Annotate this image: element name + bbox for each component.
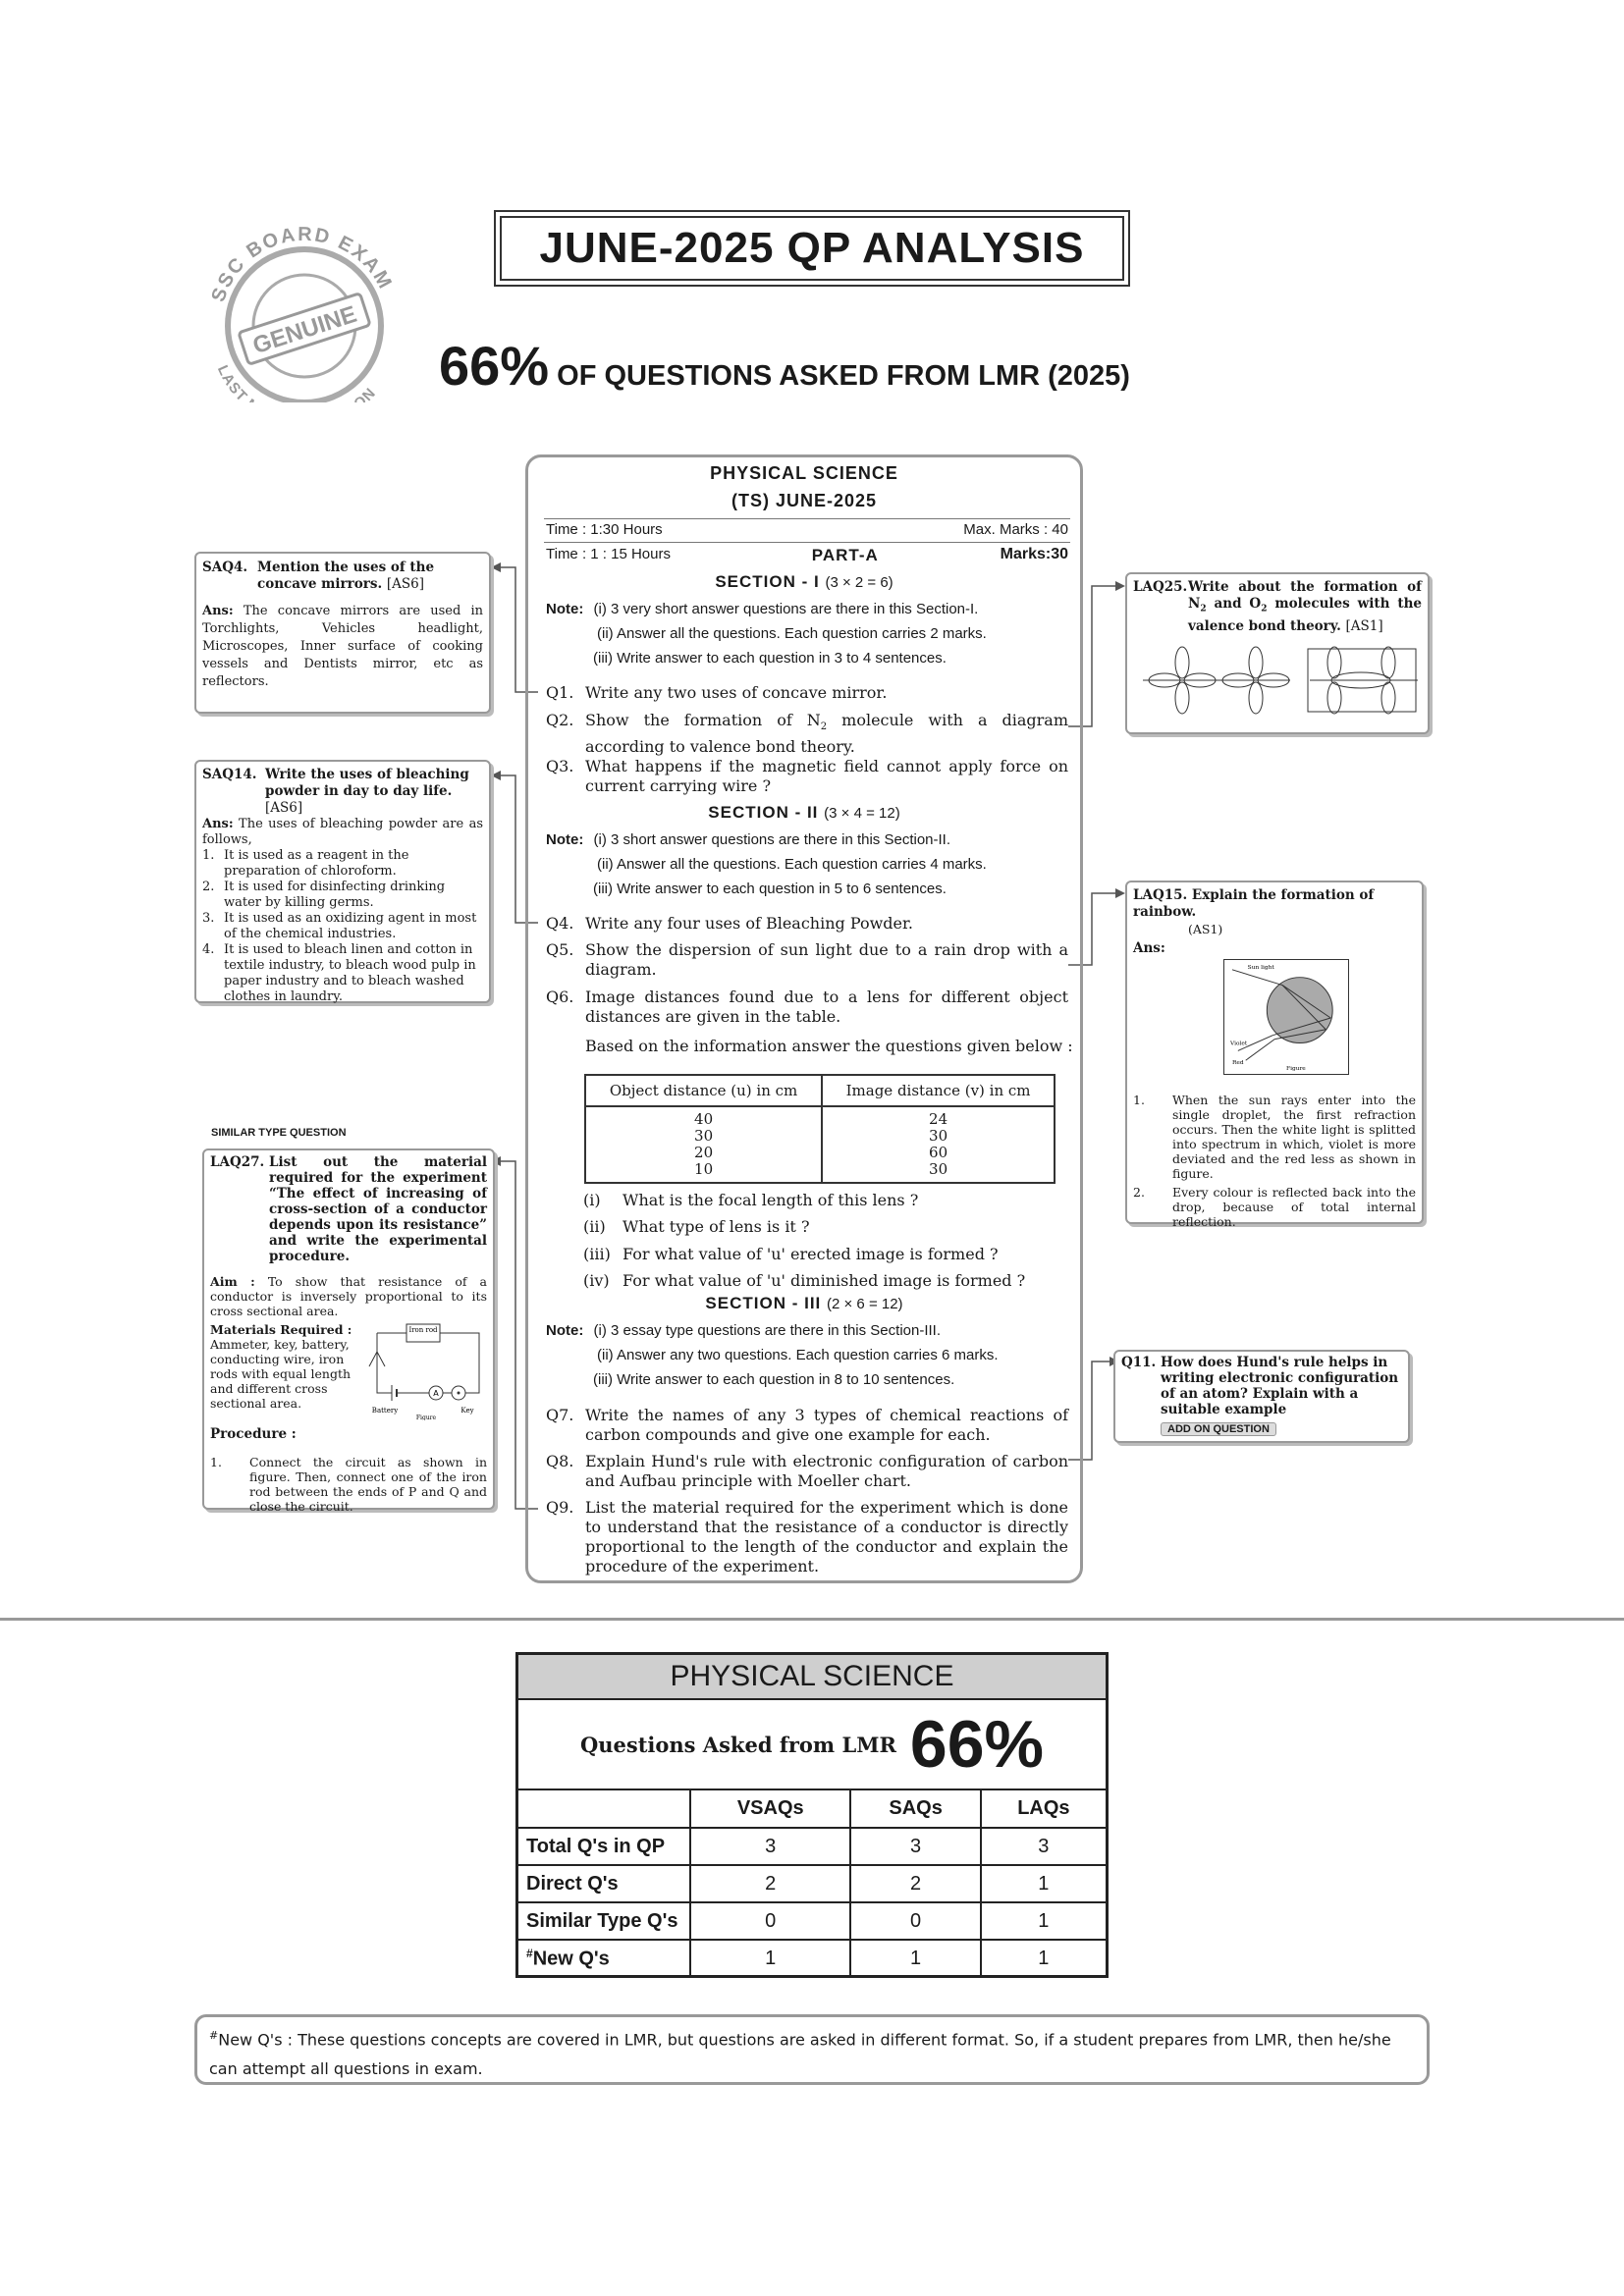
table-col-u: 40 30 20 10 [585,1106,822,1183]
table-header-u: Object distance (u) in cm [585,1075,822,1106]
section-3-heading: SECTION - III (2 × 6 = 12) [705,1294,903,1312]
section-divider [0,1618,1624,1621]
laq15-ans-label: Ans: [1133,940,1165,956]
footnote-marker: # [209,2029,219,2042]
question-q5: Q5. Show the dispersion of sun light due to a rain drop with a diagram. [546,940,1068,979]
question-q8: Q8. Explain Hund's rule with electronic configuration of carbon and Aufbau principle with Moeller chart. [546,1452,1068,1490]
section-2-notes: Note: (i) 3 short answer questions are there in this Section-II. (ii) Answer all the questions. Each question carries 4 marks. (iii) Write answer to each question in 5 to 6 sentences. [546,831,987,897]
laq25-heading: LAQ25. Write about the formation of $N_2$ and $O_2$ molecules with the valence bond theory. [AS1] [1133,579,1422,634]
section-1-notes: Note: (i) 3 very short answer questions are there in this Section-I. (ii) Answer all the questions. Each question carries 2 marks. (iii) Write answer to each question in 3 to 4 sentences. [546,601,987,667]
q6-sub-iv: (iv) For what value of 'u' diminished image is formed ? [583,1271,1026,1290]
list-item: 4. It is used to bleach linen and cotton in textile industry, to bleach wood pulp in paper industry and to bleach washed clothes in laundry. [202,942,476,1004]
summary-lmr-percent: 66% [909,1707,1045,1782]
list-item: 1. When the sun rays enter into the single droplet, the first refraction occurs. Then the white light is splitted into spectrum in which, violet is more deviated and the red less as shown in figure. [1133,1093,1416,1181]
stamp-center-text: GENUINE [249,300,360,360]
svg-text:A: A [433,1389,439,1398]
table-corner [518,1790,690,1828]
section-2-marks: (3 × 4 = 12) [824,805,900,822]
footnote-text: New Q's : These questions concepts are covered in LMR, but questions are asked in different format. So, if a student prepares from LMR, then he/she can attempt all questions in exam. [209,2030,1391,2079]
circuit-diagram [357,1322,487,1420]
summary-subject: PHYSICAL SCIENCE [518,1655,1106,1700]
question-q3: Q3. What happens if the magnetic field cannot apply force on current carrying wire ? [546,757,1068,795]
paper-exam: (TS) JUNE-2025 [731,491,878,510]
headline-percent: 66% [439,335,550,397]
paper-time-row [546,521,1068,538]
section-1-heading: SECTION - I (3 × 2 = 6) [715,572,893,591]
row-label: #New Q's [518,1940,690,1977]
question-q9: Q9. List the material required for the experiment which is done to understand that the resistance of a conductor is directly proportional to the length of the conductor and explain the procedure of the experiment. [546,1498,1068,1575]
laq27-materials: Materials Required : Ammeter, key, battery, conducting wire, iron rods with equal length and different cross sectional area. [210,1322,352,1411]
table-header-v: Image distance (v) in cm [822,1075,1055,1106]
q6-intro: Based on the information answer the questions given below : [585,1037,1073,1055]
svg-text:Red: Red [1231,1060,1244,1067]
section-3-notes: Note: (i) 3 essay type questions are there in this Section-III. (ii) Answer any two questions. Each question carries 6 marks. (iii) Write answer to each question in 8 to 10 sentences. [546,1322,999,1388]
table-row [518,1790,1106,1828]
laq27-materials-row [210,1322,487,1420]
laq27-aim: Aim : To show that resistance of a conductor is inversely proportional to its cross sectional area. [210,1274,487,1318]
question-q2: Q2. Show the formation of $N_2$ molecule with a diagram according to valence bond theory. [546,711,1069,757]
add-on-question-badge: ADD ON QUESTION [1161,1422,1276,1436]
section-1-marks: (3 × 2 = 6) [825,574,893,591]
table-row: Direct Q's 2 2 1 [518,1865,1106,1902]
svg-text:Violet: Violet [1229,1041,1248,1047]
paper-part-marks: Marks:30 [1000,546,1068,562]
q6-sub-iii: (iii) For what value of 'u' erected image is formed ? [583,1245,999,1263]
column-header: SAQs [850,1790,980,1828]
saq4-heading: SAQ4. Mention the uses of the concave mirrors. [AS6] [202,560,435,592]
headline-text: OF QUESTIONS ASKED FROM LMR (2025) [549,360,1130,392]
saq14-heading: SAQ14. Write the uses of bleaching powder in day to day life. [AS6] [202,767,469,816]
note-label: Note: [546,601,584,617]
footnote [194,2014,1430,2085]
q11-heading: Q11. How does Hund's rule helps in writing electronic configuration of an atom? Explain with a suitable example [1121,1355,1399,1417]
paper-part-row [546,546,1068,565]
question-q6: Q6. Image distances found due to a lens for different object distances are given in the table. [546,988,1068,1026]
laq27-box [202,1148,495,1514]
svg-text:Sun light: Sun light [1247,964,1274,971]
orbital-overlap-diagram [1133,641,1424,720]
table-row: Similar Type Q's 0 0 1 [518,1902,1106,1940]
svg-text:Figure: Figure [415,1415,437,1420]
row-label: Direct Q's [518,1865,690,1902]
paper-subject: PHYSICAL SCIENCE [710,463,898,483]
list-item: 2. It is used for disinfecting drinking water by killing germs. [202,880,446,910]
paper-part: PART-A [811,546,879,564]
question-q4: Q4. Write any four uses of Bleaching Powder. [546,914,913,933]
laq25-box [1125,572,1430,734]
column-header: LAQs [981,1790,1106,1828]
summary-lmr-row [518,1700,1106,1790]
list-item: 2. Every colour is reflected back into the drop, because of total internal reflection. [1133,1185,1416,1229]
section-2-heading: SECTION - II (3 × 4 = 12) [708,803,900,822]
summary-lmr-label: Questions Asked from LMR [579,1732,896,1757]
question-q7: Q7. Write the names of any 3 types of chemical reactions of carbon compounds and give one example for each. [546,1406,1068,1444]
saq14-list [202,848,483,1005]
q6-distance-table [584,1074,1056,1184]
svg-text:Key: Key [460,1407,474,1415]
laq15-tag: (AS1) [1188,922,1223,936]
list-item: 3. It is used as an oxidizing agent in most of the chemical industries. [202,911,477,941]
saq4-box [194,552,491,714]
list-item: 1. It is used as a reagent in the preparation of chloroform. [202,848,409,879]
svg-text:Figure: Figure [1286,1066,1306,1073]
saq14-answer-intro: Ans: The uses of bleaching powder are as follows, [202,817,484,847]
summary-table [515,1652,1109,1978]
saq4-answer: Ans: The concave mirrors are used in Torchlights, Vehicles headlight, Microscopes, Inner surface of cooking vessels and Dentists mirror, etc as reflectors. [202,604,483,689]
rainbow-droplet-figure [1223,959,1349,1075]
stamp-top-text: SSC BOARD EXAM [207,223,397,305]
similar-type-label: SIMILAR TYPE QUESTION [211,1127,347,1139]
row-label: Total Q's in QP [518,1828,690,1865]
q6-sub-i: (i) What is the focal length of this lens ? [583,1191,919,1209]
laq27-procedure-label: Procedure : [210,1426,297,1442]
question-paper [525,454,1083,1583]
stamp-bottom-text: LAST ON [213,362,380,402]
q11-box [1113,1350,1410,1443]
paper-max-marks: Max. Marks : 40 [963,521,1068,538]
table-row: Total Q's in QP 3 3 3 [518,1828,1106,1865]
laq15-heading: LAQ15. Explain the formation of rainbow. [1133,887,1375,920]
svg-text:Battery: Battery [371,1407,399,1415]
list-item: 1. Connect the circuit as shown in figure. Then, connect one of the iron rod between the ends of P and Q and close the circuit. [210,1455,487,1514]
question-q1: Q1. Write any two uses of concave mirror. [546,683,888,702]
q6-sub-ii: (ii) What type of lens is it ? [583,1217,810,1236]
summary-stats [518,1790,1106,1977]
laq15-box [1125,881,1424,1229]
row-label: Similar Type Q's [518,1902,690,1940]
section-3-marks: (2 × 6 = 12) [827,1296,903,1312]
paper-time-part: Time : 1 : 15 Hours [546,546,671,562]
saq14-box [194,760,491,1003]
table-row: #New Q's 1 1 1 [518,1940,1106,1977]
laq27-procedure [210,1455,487,1514]
laq27-heading: LAQ27. List out the material required for the experiment “The effect of increasing of cross-section of a conductor depends upon its resistance” and write the experimental procedure. [210,1154,487,1264]
page-title: JUNE-2025 QP ANALYSIS [500,216,1124,281]
paper-time: Time : 1:30 Hours [546,521,663,538]
svg-text:Iron rod: Iron rod [408,1326,438,1334]
table-col-v: 24 30 60 30 [822,1106,1055,1183]
laq15-list [1133,1093,1416,1229]
column-header: VSAQs [690,1790,850,1828]
